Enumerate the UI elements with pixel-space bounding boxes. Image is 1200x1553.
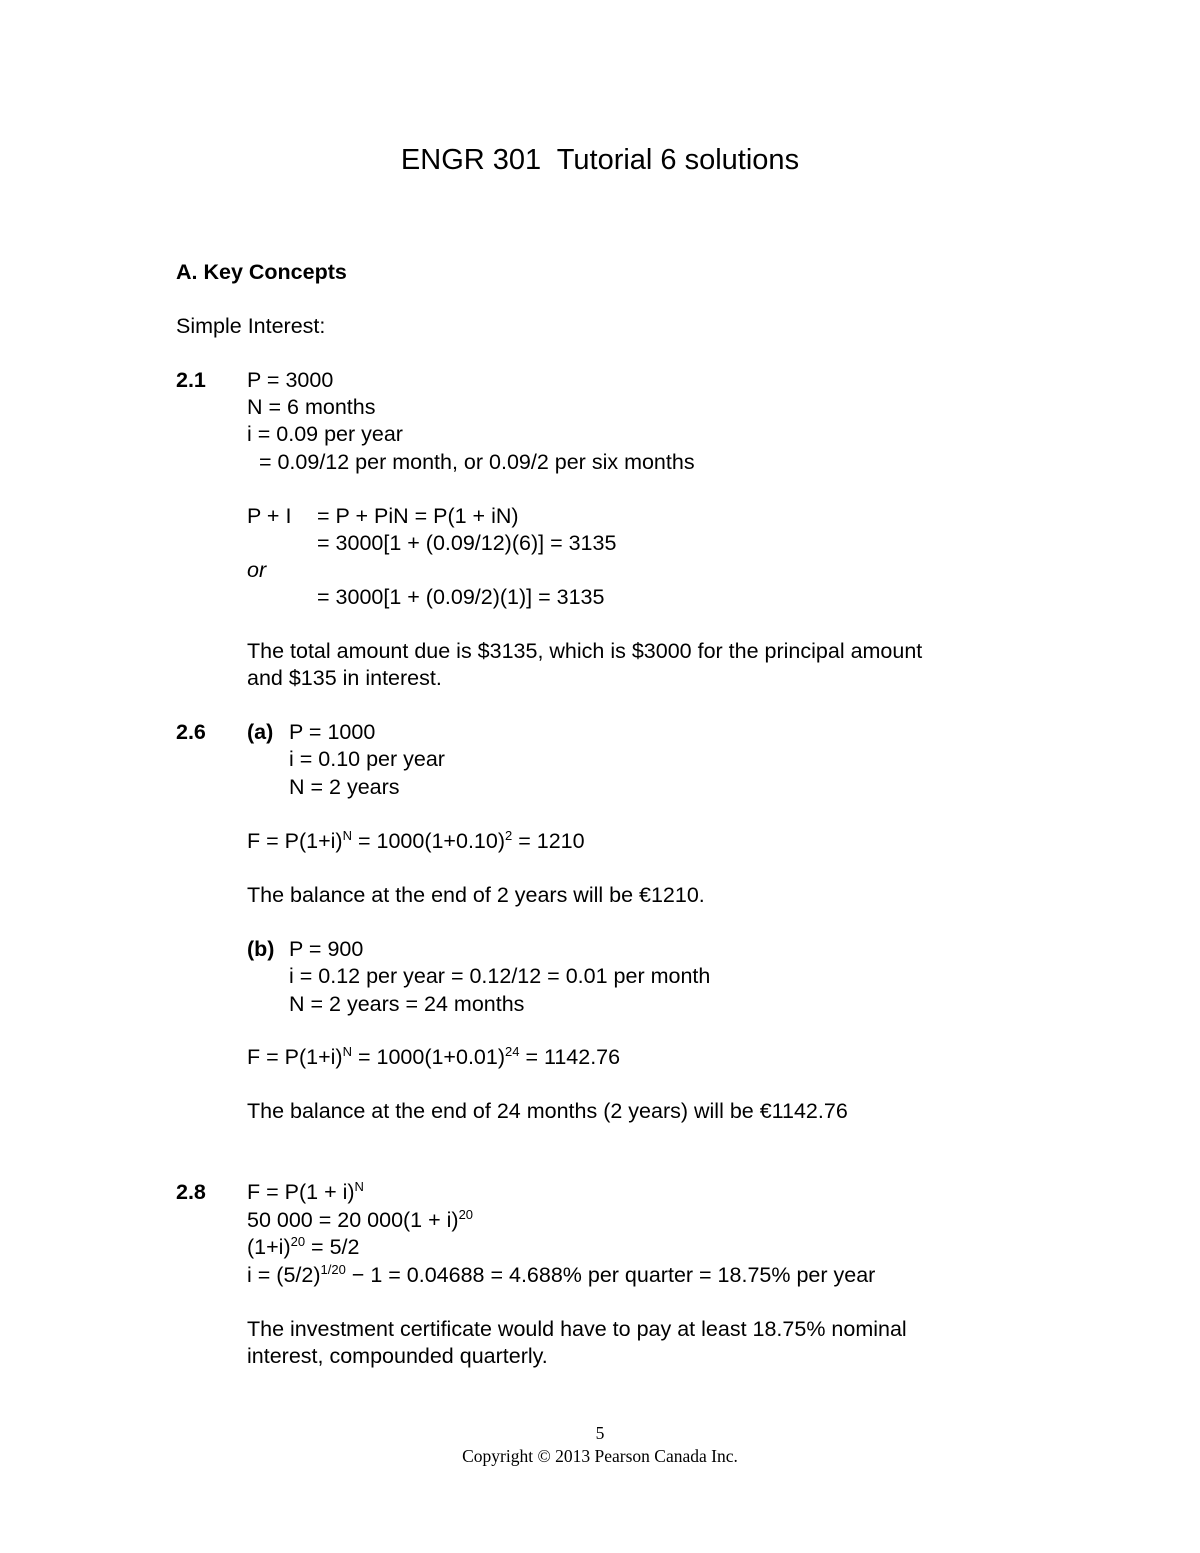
problem-number: 2.6 (176, 720, 206, 744)
given-line: P = 1000 (289, 720, 376, 744)
part-label: (b) (247, 937, 275, 961)
equation-line: $i = (5/2)^{1/20} - 1 = 0.04688 = 4.688\%$ per quarter = 18.75% per year (247, 1262, 876, 1287)
conclusion-line: The balance at the end of 24 months (2 years) will be €1142.76 (247, 1099, 848, 1123)
section-heading: A. Key Concepts (176, 260, 347, 284)
given-line: N = 6 months (247, 395, 376, 419)
given-line: N = 2 years (289, 775, 400, 799)
equation-line: 50 000 = 20 $000(1 + i)^{20}$ (247, 1207, 474, 1232)
calc-label: P + I (247, 504, 292, 528)
calc-line: = P + PiN = P(1 + iN) (317, 504, 519, 528)
given-line: N = 2 years = 24 months (289, 992, 525, 1016)
conclusion-line: The balance at the end of 2 years will be €1210. (247, 883, 705, 907)
part-label: (a) (247, 720, 274, 744)
section-subheading: Simple Interest: (176, 314, 326, 338)
given-line: = 0.09/12 per month, or 0.09/2 per six months (247, 450, 695, 474)
given-line: P = 900 (289, 937, 364, 961)
equation-line: $(1+i)^{20} = 5/2$ (247, 1234, 360, 1259)
given-line: i = 0.10 per year (289, 747, 445, 771)
conclusion-line: and $135 in interest. (247, 666, 442, 690)
equation-line: $F = P(1 + i)^N$ (247, 1179, 364, 1204)
page-number: 5 (595, 1423, 605, 1443)
calc-line: = 3000[1 + (0.09/2)(1)] = 3135 (317, 585, 605, 609)
page-title: ENGR 301 Tutorial 6 solutions (400, 144, 800, 176)
formula-line: $F = P(1+i)^N = 1000(1+0.01)^{24} = 1142.76$ (247, 1044, 621, 1069)
conclusion-line: The investment certificate would have to pay at least 18.75% nominal (247, 1317, 907, 1341)
or-label: or (247, 558, 267, 582)
problem-number: 2.1 (176, 368, 206, 392)
conclusion-line: The total amount due is $3135, which is $3000 for the principal amount (247, 639, 923, 663)
conclusion-line: interest, compounded quarterly. (247, 1344, 548, 1368)
copyright: Copyright © 2013 Pearson Canada Inc. (462, 1446, 738, 1466)
given-line: i = 0.12 per year = 0.12/12 = 0.01 per month (289, 964, 711, 988)
given-line: i = 0.09 per year (247, 422, 403, 446)
calc-line: = 3000[1 + (0.09/12)(6)] = 3135 (317, 531, 617, 555)
formula-line: $F = P(1+i)^N = 1000(1+0.10)^2 = 1210$ (247, 828, 585, 853)
problem-number: 2.8 (176, 1180, 206, 1204)
given-line: P = 3000 (247, 368, 334, 392)
